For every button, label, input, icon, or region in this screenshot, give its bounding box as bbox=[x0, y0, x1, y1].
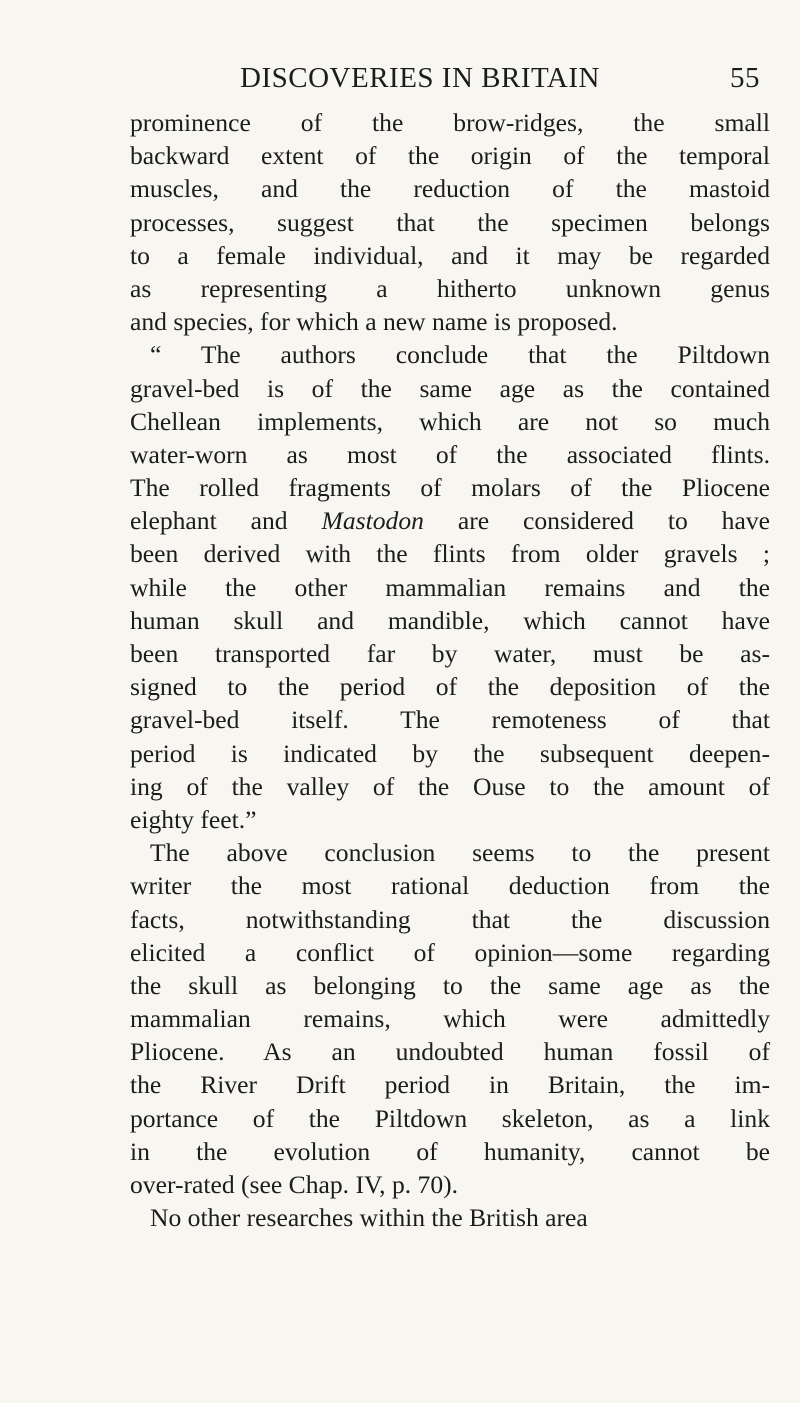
text-line: been transported far by water, must be as- bbox=[130, 639, 770, 668]
running-title: DISCOVERIES IN BRITAIN bbox=[240, 62, 600, 94]
text-line: mammalian remains, which were admittedly bbox=[130, 1004, 770, 1034]
text-line: gravel-bed is of the same age as the contained bbox=[130, 373, 770, 403]
text-line: backward extent of the origin of the temporal bbox=[130, 141, 770, 171]
text-line: ing of the valley of the Ouse to the amount of bbox=[130, 771, 770, 801]
text-line: the River Drift period in Britain, the im- bbox=[130, 1070, 770, 1100]
text-line: Pliocene. As an undoubted human fossil of bbox=[130, 1037, 770, 1067]
page-number: 55 bbox=[730, 62, 760, 94]
text-line: in the evolution of humanity, cannot be bbox=[130, 1136, 770, 1166]
text-line: Chellean implements, which are not so much bbox=[130, 406, 770, 436]
body-text bbox=[130, 106, 770, 1234]
text-line: eighty feet.” bbox=[130, 804, 257, 834]
text-line: processes, suggest that the specimen belongs bbox=[130, 207, 770, 237]
text-line: The above conclusion seems to the present bbox=[150, 838, 770, 868]
text-line: The rolled fragments of molars of the Pliocene bbox=[130, 473, 770, 503]
text-line: elicited a conflict of opinion—some regarding bbox=[130, 937, 770, 967]
text-line: the skull as belonging to the same age as the bbox=[130, 970, 770, 1000]
text-line: prominence of the brow-ridges, the small bbox=[130, 108, 770, 137]
text-line: been derived with the flints from older gravels ; bbox=[130, 539, 770, 569]
text-fragment: elephant and bbox=[130, 506, 322, 536]
text-line: human skull and mandible, which cannot have bbox=[130, 605, 770, 635]
text-line: to a female individual, and it may be regarded bbox=[130, 240, 770, 270]
text-line: gravel-bed itself. The remoteness of that bbox=[130, 705, 770, 735]
text-line: muscles, and the reduction of the mastoid bbox=[130, 174, 770, 204]
text-line: over-rated (see Chap. IV, p. 70). bbox=[130, 1170, 459, 1199]
text-line: while the other mammalian remains and the bbox=[130, 572, 770, 602]
text-line: “ The authors conclude that the Piltdown bbox=[150, 340, 770, 370]
running-header bbox=[130, 62, 760, 102]
text-fragment: are considered to have bbox=[423, 506, 770, 536]
text-line: period is indicated by the subsequent deepen- bbox=[130, 738, 770, 768]
text-line: facts, notwithstanding that the discussion bbox=[130, 904, 770, 934]
text-line: writer the most rational deduction from the bbox=[130, 871, 770, 901]
text-line: water-worn as most of the associated flints. bbox=[130, 439, 770, 469]
text-line: and species, for which a new name is proposed. bbox=[130, 307, 618, 337]
text-line: No other researches within the British area bbox=[150, 1203, 588, 1233]
text-line: as representing a hitherto unknown genus bbox=[130, 273, 770, 303]
text-line: signed to the period of the deposition of the bbox=[130, 672, 770, 702]
text-line bbox=[130, 504, 770, 537]
text-line: portance of the Piltdown skeleton, as a link bbox=[130, 1103, 770, 1133]
italic-term: Mastodon bbox=[321, 506, 424, 536]
